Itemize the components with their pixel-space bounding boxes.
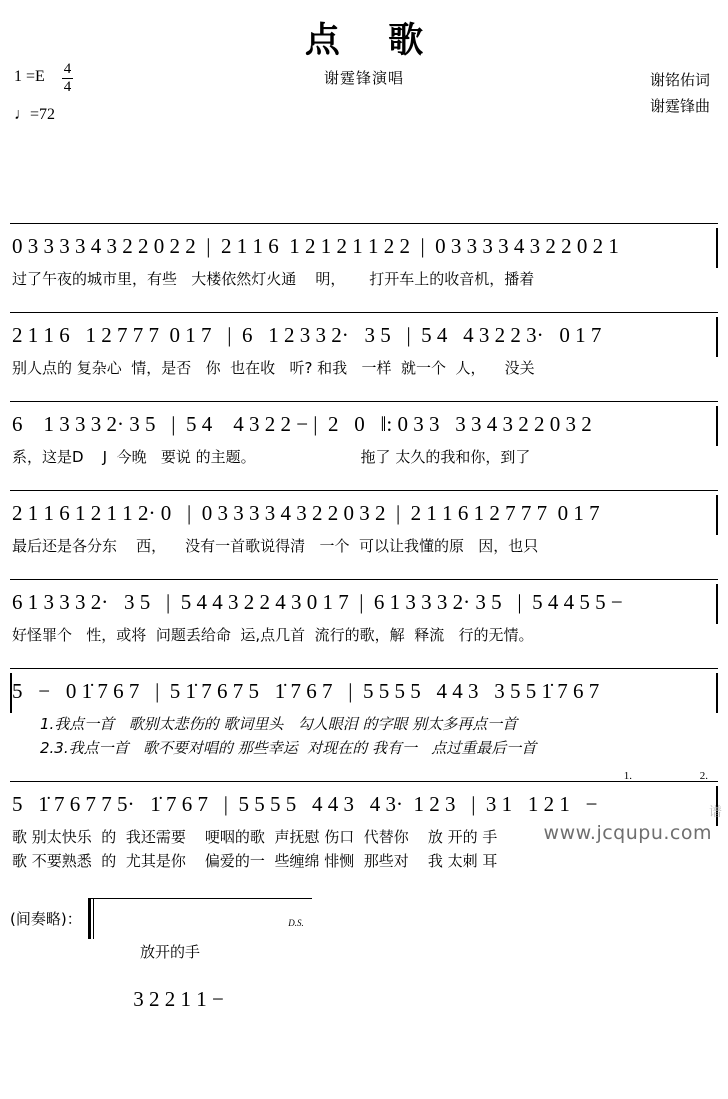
key-signature: 1 =E bbox=[14, 68, 45, 85]
staff-line-4 bbox=[10, 490, 718, 535]
music-system-5 bbox=[10, 575, 718, 646]
barline-end-4 bbox=[716, 495, 718, 535]
barline-end-6 bbox=[716, 673, 718, 713]
barline-end-5 bbox=[716, 584, 718, 624]
music-system-4 bbox=[10, 486, 718, 557]
repeat-sign-icon bbox=[88, 899, 96, 939]
lyricist-label: 谢铭佑词 bbox=[649, 71, 710, 89]
time-signature-denominator: 4 bbox=[63, 79, 72, 95]
staff-line-7 bbox=[10, 769, 718, 826]
note-row-3: 6 1 3 3 3 2· 3 5 | 5 4 4 3 2 2 − | 2 0 ‖: 0 3 3 3 3 4 3 2 2 0 3 2 bbox=[12, 411, 592, 436]
note-row-2: 2 1 1 6 1 2 7 7 7 0 1 7 | 6 1 2 3 3 2· 3 5 | 5 4 4 3 2 2 3· 0 1 7 bbox=[12, 322, 602, 347]
barline-start-6 bbox=[10, 673, 12, 713]
note-row-6: 5 − 0 1̇ 7 6 7 | 5 1̇ 7 6 7 5 1̇ 7 6 7 | 5 5 5 5 4 4 3 3 5 5 1̇ 7 6 7 bbox=[12, 678, 600, 703]
first-ending-label: 1. bbox=[623, 769, 632, 782]
lyric-row-1: 过了午夜的城市里，有些 大楼依然灯火通 明， 打开车上的收音机，播着 bbox=[12, 269, 535, 288]
interlude-label: (间奏略)： bbox=[10, 909, 82, 928]
credits-block bbox=[650, 68, 710, 119]
staff-line-5 bbox=[10, 579, 718, 624]
staff-line-3 bbox=[10, 401, 718, 446]
lyric-row-6-verse2: 2.3.我点一首 歌不要对唱的 那些幸运 对现在的 我有一 点过重最后一首 bbox=[40, 738, 537, 757]
note-row-7: 5 1̇ 7 6 7 7 5· 1̇ 7 6 7 | 5 5 5 5 4 4 3 4 3· 1 2 3 | 3 1 1 2 1 − bbox=[12, 791, 598, 816]
note-row-1: 0 3 3 3 3 4 3 2 2 0 2 2 | 2 1 1 6 1 2 1 2 1 1 2 2 | 0 3 3 3 3 4 3 2 2 0 2 1 bbox=[12, 233, 619, 258]
lyric-row-5: 好怪罪个 性，或将 问题丢给命 运,点几首 流行的歌，解 释流 行的无情。 bbox=[12, 625, 534, 644]
tempo-marking: ♩=72 bbox=[14, 106, 56, 123]
barline-end-1 bbox=[716, 228, 718, 268]
lyric-row-3: 系，这是D J 今晚 要说 的主题。 拖了 太久的我和你，到了 bbox=[12, 447, 531, 466]
lyric-row-6-verse1: 1.我点一首 歌别太悲伤的 歌词里头 勾人眼泪 的字眼 别太多再点一首 bbox=[40, 714, 518, 733]
composer-label: 谢霆锋曲 bbox=[649, 96, 710, 115]
ds-marking: D.S. bbox=[288, 917, 304, 928]
staff-line-1 bbox=[10, 223, 718, 268]
corner-mark: 谱 bbox=[708, 805, 722, 820]
second-ending-label: 2. bbox=[699, 769, 708, 782]
music-system-3 bbox=[10, 397, 718, 468]
barline-end-3 bbox=[716, 406, 718, 446]
barline-end-2 bbox=[716, 317, 718, 357]
note-row-4: 2 1 1 6 1 2 1 1 2· 0 | 0 3 3 3 3 4 3 2 2 0 3 2 | 2 1 1 6 1 2 7 7 7 0 1 7 bbox=[12, 500, 600, 525]
site-watermark: www.jcqupu.com bbox=[543, 822, 712, 844]
music-system-1 bbox=[10, 219, 718, 290]
note-row-5: 6 1 3 3 3 2· 3 5 | 5 4 4 3 2 2 4 3 0 1 7 | 6 1 3 3 3 2· 3 5 | 5 4 4 5 5 − bbox=[12, 589, 623, 614]
lyric-row-7-verse1: 歌 别太快乐 的 我还需要 哽咽的歌 声抚慰 伤口 代替你 放 开的 手 bbox=[12, 827, 498, 846]
staff-line-2 bbox=[10, 312, 718, 357]
music-system-6 bbox=[10, 664, 718, 759]
time-signature bbox=[62, 62, 74, 95]
key-and-tempo-block bbox=[14, 61, 73, 128]
staff-line-6 bbox=[10, 668, 718, 713]
page-title: 点 歌 bbox=[304, 21, 442, 61]
interlude-notes: 3 2 2 1 1 − bbox=[133, 986, 224, 1011]
lyric-row-2: 别人点的 复杂心 情，是否 你 也在收 听? 和我 一样 就一个 人， 没关 bbox=[12, 358, 535, 377]
interlude-lyric: 放开的手 bbox=[140, 942, 201, 961]
lyric-row-7-verse2: 歌 不要熟悉 的 尤其是你 偏爱的一 些缠绵 悱恻 那些对 我 太刺 耳 bbox=[12, 851, 498, 870]
performer-label: 谢霆锋演唱 bbox=[323, 68, 404, 87]
time-signature-numerator: 4 bbox=[63, 61, 72, 77]
lyric-row-4: 最后还是各分东 西， 没有一首歌说得清 一个 可以让我懂的原 因，也只 bbox=[12, 536, 539, 555]
music-system-2 bbox=[10, 308, 718, 379]
